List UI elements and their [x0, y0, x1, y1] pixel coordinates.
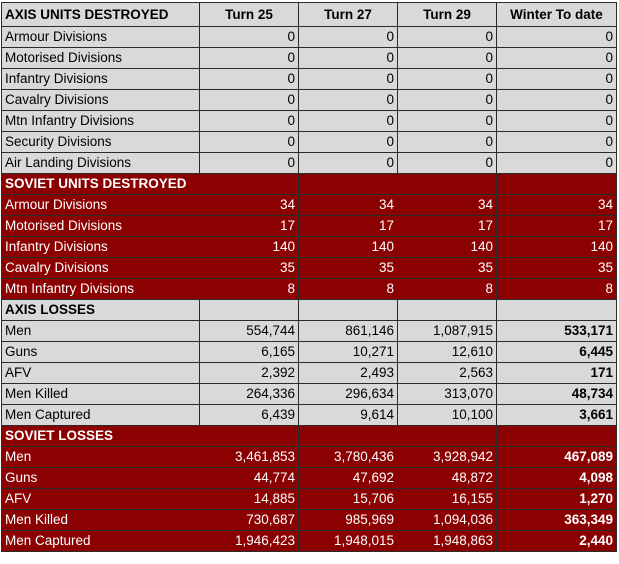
turn-value-cell: 8: [200, 279, 299, 300]
table-row: [2, 27, 617, 48]
turn-value-cell: 0: [398, 111, 497, 132]
section-header-row: [2, 174, 617, 195]
row-label: Cavalry Divisions: [2, 258, 200, 279]
turn-value-cell: 1,948,015: [299, 531, 398, 552]
table-row: [2, 195, 617, 216]
turn-value-cell: 34: [398, 195, 497, 216]
table-row: [2, 90, 617, 111]
row-label: Guns: [2, 342, 200, 363]
turn-value-cell: 12,610: [398, 342, 497, 363]
turn-value-cell: 3,461,853: [200, 447, 299, 468]
turn-value-cell: 0: [398, 153, 497, 174]
turn-value-cell: 2,392: [200, 363, 299, 384]
winter-to-date-cell: 140: [497, 237, 617, 258]
winter-to-date-cell: 0: [497, 27, 617, 48]
turn-value-cell: 0: [299, 48, 398, 69]
winter-to-date-cell: 0: [497, 90, 617, 111]
turn-value-cell: 0: [299, 90, 398, 111]
turn-value-cell: 48,872: [398, 468, 497, 489]
section-header-empty-cell: [200, 174, 299, 195]
table-row: [2, 216, 617, 237]
winter-to-date-cell: 0: [497, 48, 617, 69]
turn-value-cell: 0: [299, 27, 398, 48]
section-header-row: [2, 426, 617, 447]
table-row: [2, 489, 617, 510]
row-label: AFV: [2, 489, 200, 510]
col-header-turn-25: Turn 25: [200, 3, 299, 27]
turn-value-cell: 3,780,436: [299, 447, 398, 468]
winter-to-date-cell: 8: [497, 279, 617, 300]
turn-value-cell: 0: [200, 111, 299, 132]
section-header-empty-cell: [299, 174, 398, 195]
turn-value-cell: 34: [299, 195, 398, 216]
turn-value-cell: 6,439: [200, 405, 299, 426]
winter-to-date-cell: 0: [497, 153, 617, 174]
row-label: Air Landing Divisions: [2, 153, 200, 174]
table-row: [2, 48, 617, 69]
turn-value-cell: 0: [200, 132, 299, 153]
row-label: Men: [2, 321, 200, 342]
winter-to-date-cell: 17: [497, 216, 617, 237]
turn-value-cell: 1,948,863: [398, 531, 497, 552]
turn-value-cell: 0: [398, 90, 497, 111]
turn-value-cell: 140: [200, 237, 299, 258]
table-row: [2, 258, 617, 279]
turn-value-cell: 16,155: [398, 489, 497, 510]
turn-value-cell: 17: [200, 216, 299, 237]
winter-to-date-cell: 0: [497, 111, 617, 132]
section-title: SOVIET LOSSES: [2, 426, 200, 447]
row-label: Armour Divisions: [2, 27, 200, 48]
row-label: Men: [2, 447, 200, 468]
col-header-turn-29: Turn 29: [398, 3, 497, 27]
turn-value-cell: 313,070: [398, 384, 497, 405]
row-label: Mtn Infantry Divisions: [2, 279, 200, 300]
winter-to-date-cell: 0: [497, 69, 617, 90]
col-header-turn-27: Turn 27: [299, 3, 398, 27]
section-header-empty-cell: [398, 300, 497, 321]
col-header-winter-to-date: Winter To date: [497, 3, 617, 27]
row-label: Men Captured: [2, 405, 200, 426]
turn-value-cell: 0: [299, 132, 398, 153]
losses-table-body: [2, 3, 617, 552]
row-label: Security Divisions: [2, 132, 200, 153]
section-header-empty-cell: [497, 300, 617, 321]
table-row: [2, 531, 617, 552]
turn-value-cell: 0: [299, 111, 398, 132]
winter-to-date-cell: 533,171: [497, 321, 617, 342]
table-row: [2, 321, 617, 342]
winter-to-date-cell: 3,661: [497, 405, 617, 426]
turn-value-cell: 47,692: [299, 468, 398, 489]
turn-value-cell: 0: [398, 27, 497, 48]
turn-value-cell: 985,969: [299, 510, 398, 531]
turn-value-cell: 15,706: [299, 489, 398, 510]
turn-value-cell: 2,493: [299, 363, 398, 384]
row-label: Guns: [2, 468, 200, 489]
turn-value-cell: 10,271: [299, 342, 398, 363]
table-row: [2, 405, 617, 426]
turn-value-cell: 0: [200, 69, 299, 90]
turn-value-cell: 0: [200, 90, 299, 111]
row-label: AFV: [2, 363, 200, 384]
table-row: [2, 153, 617, 174]
winter-to-date-cell: 48,734: [497, 384, 617, 405]
turn-value-cell: 861,146: [299, 321, 398, 342]
table-row: [2, 384, 617, 405]
row-label: Men Killed: [2, 510, 200, 531]
winter-to-date-cell: 2,440: [497, 531, 617, 552]
turn-value-cell: 2,563: [398, 363, 497, 384]
row-label: Mtn Infantry Divisions: [2, 111, 200, 132]
section-header-empty-cell: [200, 426, 299, 447]
winter-to-date-cell: 171: [497, 363, 617, 384]
turn-value-cell: 554,744: [200, 321, 299, 342]
losses-table: [1, 2, 617, 552]
winter-to-date-cell: 1,270: [497, 489, 617, 510]
turn-value-cell: 8: [299, 279, 398, 300]
header-row: [2, 3, 617, 27]
turn-value-cell: 35: [299, 258, 398, 279]
turn-value-cell: 17: [299, 216, 398, 237]
turn-value-cell: 140: [299, 237, 398, 258]
section-title: AXIS LOSSES: [2, 300, 200, 321]
turn-value-cell: 9,614: [299, 405, 398, 426]
table-row: [2, 342, 617, 363]
turn-value-cell: 14,885: [200, 489, 299, 510]
turn-value-cell: 35: [200, 258, 299, 279]
turn-value-cell: 730,687: [200, 510, 299, 531]
turn-value-cell: 0: [299, 153, 398, 174]
winter-to-date-cell: 4,098: [497, 468, 617, 489]
turn-value-cell: 1,094,036: [398, 510, 497, 531]
table-row: [2, 447, 617, 468]
section-header-empty-cell: [200, 300, 299, 321]
row-label: Armour Divisions: [2, 195, 200, 216]
turn-value-cell: 0: [398, 69, 497, 90]
section-header-empty-cell: [497, 174, 617, 195]
turn-value-cell: 44,774: [200, 468, 299, 489]
turn-value-cell: 1,946,423: [200, 531, 299, 552]
row-label: Men Captured: [2, 531, 200, 552]
table-row: [2, 468, 617, 489]
turn-value-cell: 0: [299, 69, 398, 90]
turn-value-cell: 0: [200, 153, 299, 174]
table-row: [2, 237, 617, 258]
turn-value-cell: 8: [398, 279, 497, 300]
turn-value-cell: 0: [398, 48, 497, 69]
row-label: Motorised Divisions: [2, 216, 200, 237]
turn-value-cell: 0: [398, 132, 497, 153]
row-label: Infantry Divisions: [2, 237, 200, 258]
turn-value-cell: 17: [398, 216, 497, 237]
winter-to-date-cell: 467,089: [497, 447, 617, 468]
table-row: [2, 510, 617, 531]
turn-value-cell: 3,928,942: [398, 447, 497, 468]
turn-value-cell: 34: [200, 195, 299, 216]
winter-to-date-cell: 363,349: [497, 510, 617, 531]
table-row: [2, 69, 617, 90]
turn-value-cell: 140: [398, 237, 497, 258]
section-header-empty-cell: [398, 426, 497, 447]
turn-value-cell: 35: [398, 258, 497, 279]
section-header-empty-cell: [299, 426, 398, 447]
table-row: [2, 363, 617, 384]
row-label: Motorised Divisions: [2, 48, 200, 69]
winter-to-date-cell: 34: [497, 195, 617, 216]
turn-value-cell: 0: [200, 27, 299, 48]
turn-value-cell: 1,087,915: [398, 321, 497, 342]
section-title-axis-units: AXIS UNITS DESTROYED: [2, 3, 200, 27]
section-title: SOVIET UNITS DESTROYED: [2, 174, 200, 195]
table-row: [2, 132, 617, 153]
section-header-empty-cell: [299, 300, 398, 321]
turn-value-cell: 6,165: [200, 342, 299, 363]
winter-to-date-cell: 6,445: [497, 342, 617, 363]
section-header-empty-cell: [398, 174, 497, 195]
turn-value-cell: 296,634: [299, 384, 398, 405]
turn-value-cell: 264,336: [200, 384, 299, 405]
table-row: [2, 279, 617, 300]
row-label: Cavalry Divisions: [2, 90, 200, 111]
turn-value-cell: 10,100: [398, 405, 497, 426]
winter-to-date-cell: 0: [497, 132, 617, 153]
winter-to-date-cell: 35: [497, 258, 617, 279]
turn-value-cell: 0: [200, 48, 299, 69]
table-row: [2, 111, 617, 132]
section-header-row: [2, 300, 617, 321]
row-label: Infantry Divisions: [2, 69, 200, 90]
row-label: Men Killed: [2, 384, 200, 405]
section-header-empty-cell: [497, 426, 617, 447]
